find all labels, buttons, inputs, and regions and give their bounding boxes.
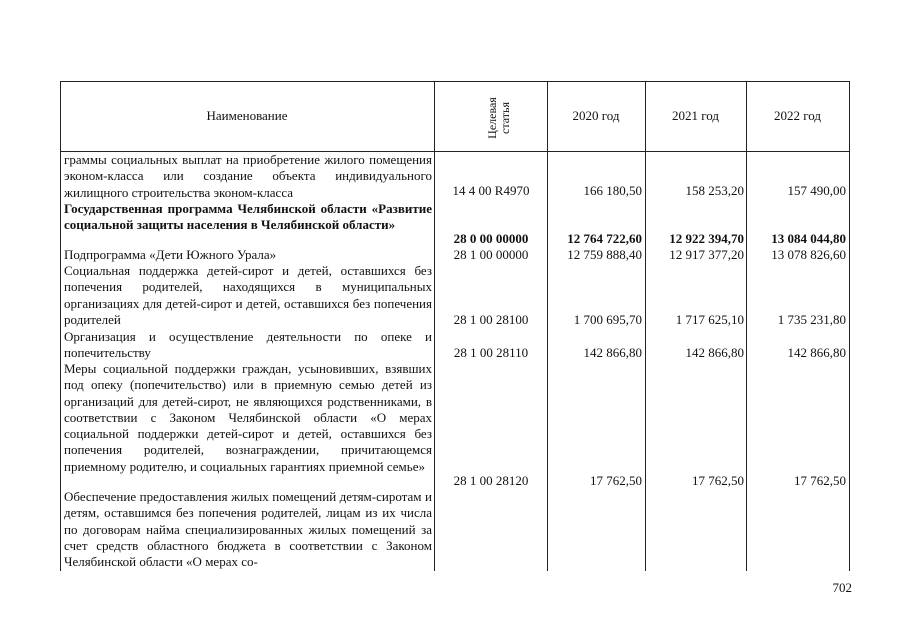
row-code: 28 1 00 00000 [453,247,529,262]
header-name: Наименование [206,108,288,123]
row-value-2021: 12 922 394,70 [669,231,744,246]
row-value-2022: 142 866,80 [787,345,846,360]
row-value-2022: 17 762,50 [794,473,846,488]
header-2020: 2020 год [572,108,620,123]
row-name: Меры социальной поддержки граждан, усыновивших, взявших под опеку (попечительство) или в приемную семью детей из организаций для детей-сирот, не являющихся родственниками, в соответствии с Законом Челябинской области «О мерах социальной поддержки детей-сирот и детей, оставшихся без попечения родителей, вознаграждении, причитающемся приемному родителю, и социальных гарантиях приемной семье» [64,361,432,474]
row-value-2021: 12 917 377,20 [669,247,744,262]
row-name: Социальная поддержка детей-сирот и детей, оставшихся без попечения родителей, находящихся в муниципальных организациях для детей-сирот и детей, оставшихся без попечения родителей [64,263,432,327]
row-value-2022: 13 078 826,60 [771,247,846,262]
row-value-2021: 17 762,50 [692,473,744,488]
header-code-line2: статья [498,102,512,134]
table-row [0,489,905,571]
row-code: 28 1 00 28110 [453,345,529,360]
row-value-2020: 142 866,80 [583,345,642,360]
header-2022: 2022 год [774,108,821,123]
row-value-2022: 13 084 044,80 [771,231,846,246]
row-value-2020: 17 762,50 [590,473,642,488]
row-name: Подпрограмма «Дети Южного Урала» [64,247,277,262]
row-code: 14 4 00 R4970 [452,183,530,198]
page-number: 702 [832,580,852,595]
header-code [474,83,524,153]
header-2021: 2021 год [672,108,719,123]
row-name: Организация и осуществление деятельности по опеке и попечительству [64,329,432,361]
row-value-2020: 12 759 888,40 [567,247,642,262]
row-name: граммы социальных выплат на приобретение жилого помещения эконом-класса или создание объекта индивидуального жилищного строительства эконом-класса [64,152,432,200]
row-value-2021: 158 253,20 [685,183,744,198]
row-value-2021: 1 717 625,10 [675,312,744,327]
row-code: 28 1 00 28100 [453,312,529,327]
row-value-2020: 12 764 722,60 [567,231,642,246]
row-value-2021: 142 866,80 [685,345,744,360]
table-top-border [60,81,849,82]
row-code: 28 0 00 00000 [453,231,529,246]
row-name: Государственная программа Челябинской области «Развитие социальной защиты населения в Челябинской области» [64,201,432,233]
row-code: 28 1 00 28120 [453,473,529,488]
row-value-2020: 1 700 695,70 [573,312,642,327]
row-value-2022: 157 490,00 [787,183,846,198]
row-value-2022: 1 735 231,80 [777,312,846,327]
row-value-2020: 166 180,50 [583,183,642,198]
row-name: Обеспечение предоставления жилых помещений детям-сиротам и детям, оставшимся без попечения родителей, лицам из их числа по договорам найма специализированных жилых помещений за счет средств областного бюджета в соответствии с Законом Челябинской области «О мерах со- [64,489,432,570]
header-code-line1: Целевая [485,97,499,139]
